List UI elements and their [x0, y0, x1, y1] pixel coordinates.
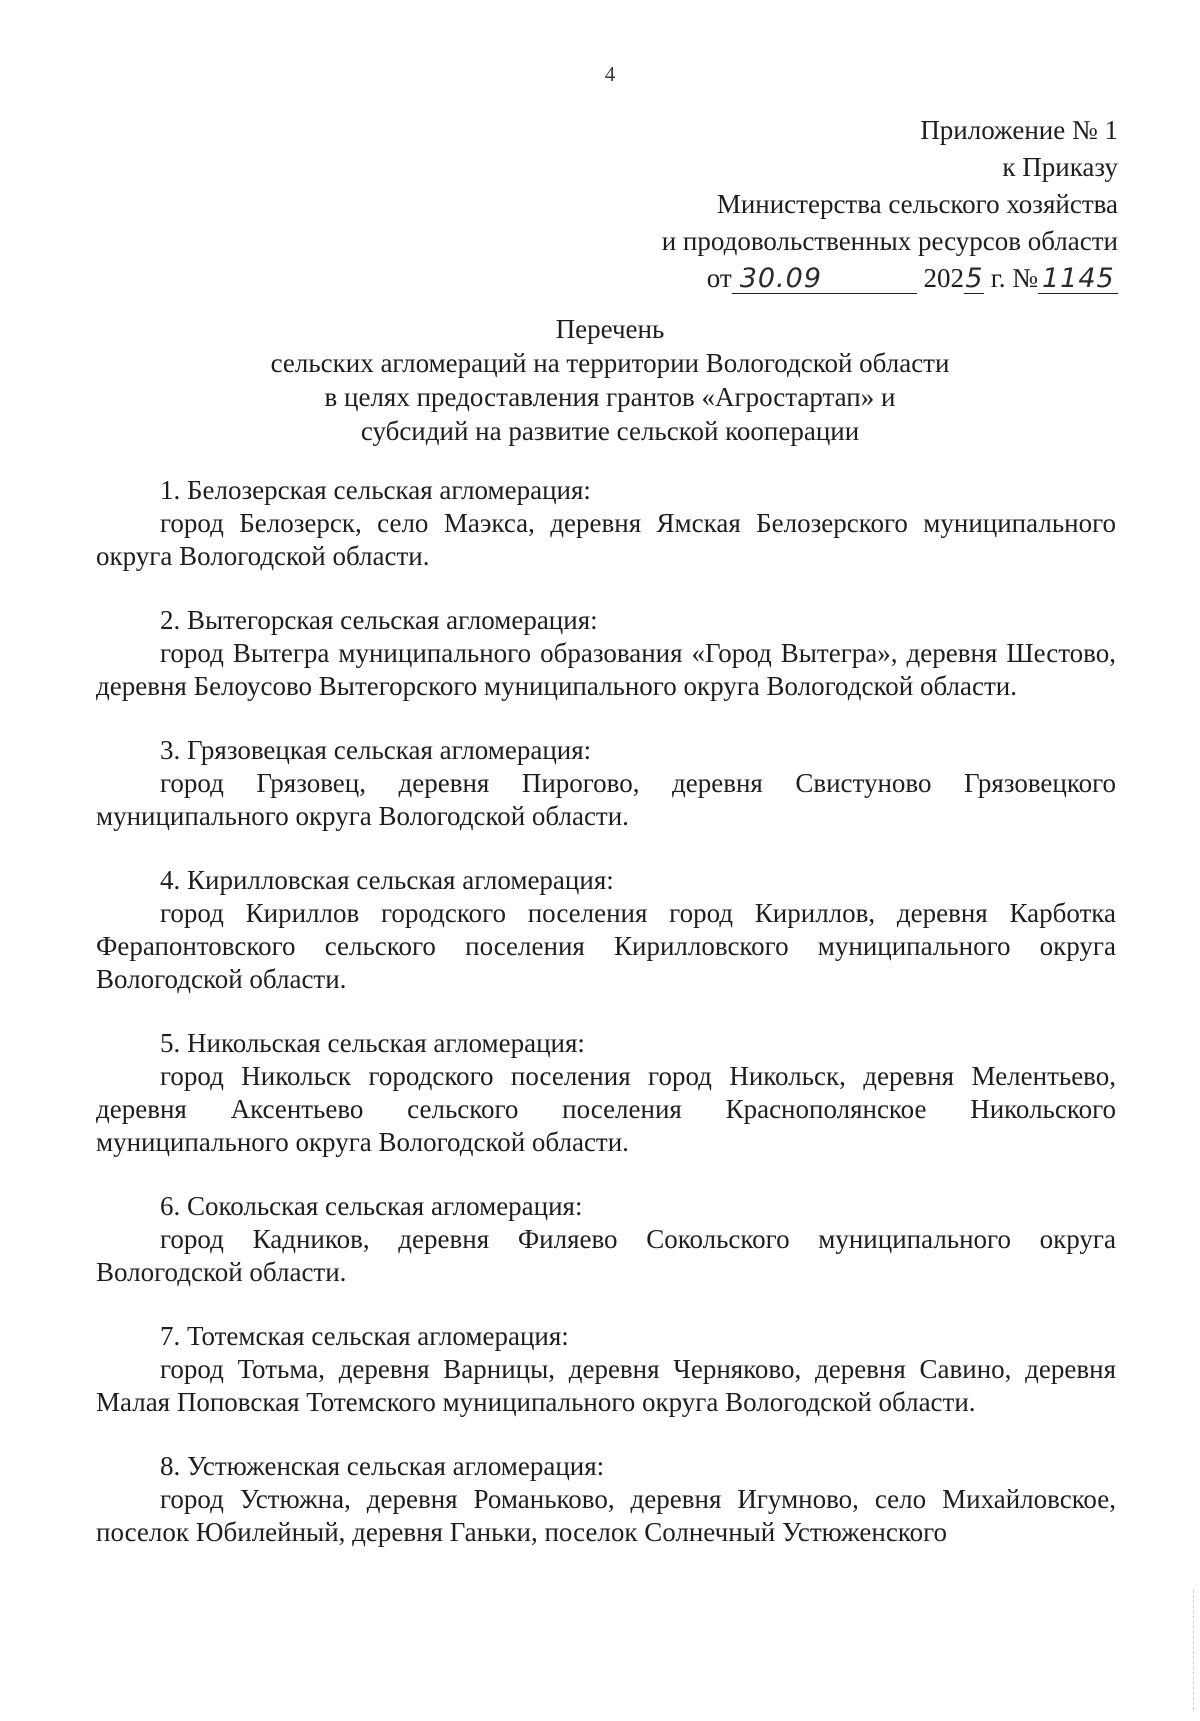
- year-prefix: 202: [923, 263, 964, 293]
- section-body: город Грязовец, деревня Пирогово, деревня Свистуново Грязовецкого муниципального округа Вологодской области.: [96, 768, 1116, 831]
- list-item: [96, 604, 1116, 703]
- section-heading: 1. Белозерская сельская агломерация:: [160, 475, 591, 505]
- list-item: [96, 1190, 1116, 1289]
- list-item: [96, 734, 1116, 833]
- agglomeration-list: [96, 474, 1116, 1580]
- section-body: город Вытегра муниципального образования «Город Вытегра», деревня Шестово, деревня Белоусово Вытегорского муниципального округа Вологодской области.: [96, 638, 1116, 701]
- annex-title: Приложение № 1: [920, 115, 1118, 145]
- handwritten-date: 30.09: [732, 265, 917, 294]
- list-item: [96, 864, 1116, 996]
- annex-ministry-cont: и продовольственных ресурсов области: [661, 226, 1118, 256]
- title-line-4: субсидий на развитие сельской кооперации: [360, 416, 860, 446]
- section-body: город Кадников, деревня Филяево Сокольского муниципального округа Вологодской области.: [96, 1224, 1116, 1287]
- list-item: [96, 1450, 1116, 1549]
- section-heading: 4. Кирилловская сельская агломерация:: [160, 865, 614, 895]
- section-body: город Никольск городского поселения город Никольск, деревня Мелентьево, деревня Аксентьево сельского поселения Краснополянское Никольского муниципального округа Вологодской области.: [96, 1061, 1116, 1157]
- section-body: город Белозерск, село Маэкса, деревня Ямская Белозерского муниципального округа Вологодской области.: [96, 508, 1116, 571]
- annex-order-ref: к Приказу: [1002, 152, 1118, 182]
- list-item: [96, 1027, 1116, 1159]
- handwritten-year-digit: 5: [965, 263, 983, 294]
- document-title: [0, 312, 1200, 448]
- section-body: город Тотьма, деревня Варницы, деревня Черняково, деревня Савино, деревня Малая Поповская Тотемского муниципального округа Вологодской области.: [96, 1354, 1116, 1417]
- title-line-2: сельских агломераций на территории Вологодской области: [270, 348, 950, 378]
- section-heading: 7. Тотемская сельская агломерация:: [160, 1321, 569, 1351]
- list-item: [96, 1320, 1116, 1419]
- date-prefix: от: [706, 263, 732, 293]
- section-heading: 8. Устюженская сельская агломерация:: [160, 1451, 605, 1481]
- section-heading: 6. Сокольская сельская агломерация:: [160, 1191, 583, 1221]
- title-line-1: Перечень: [555, 314, 665, 344]
- list-item: [96, 474, 1116, 573]
- section-heading: 2. Вытегорская сельская агломерация:: [160, 605, 598, 635]
- annex-date-number-row: [662, 260, 1118, 297]
- section-heading: 5. Никольская сельская агломерация:: [160, 1028, 585, 1058]
- handwritten-order-number: 1145: [1038, 265, 1118, 294]
- annex-block: [662, 112, 1118, 297]
- section-body: город Устюжна, деревня Романьково, деревня Игумново, село Михайловское, поселок Юбилейный, деревня Ганьки, поселок Солнечный Устюженского: [96, 1484, 1116, 1547]
- year-suffix: г. №: [990, 263, 1038, 293]
- annex-ministry: Министерства сельского хозяйства: [716, 189, 1118, 219]
- section-heading: 3. Грязовецкая сельская агломерация:: [160, 735, 592, 765]
- section-body: город Кириллов городского поселения город Кириллов, деревня Карботка Ферапонтовского сельского поселения Кирилловского муниципального округа Вологодской области.: [96, 898, 1116, 994]
- title-line-3: в целях предоставления грантов «Агростартап» и: [324, 382, 896, 412]
- scan-edge-marks: [1193, 1590, 1200, 1710]
- page-number: 4: [604, 62, 616, 86]
